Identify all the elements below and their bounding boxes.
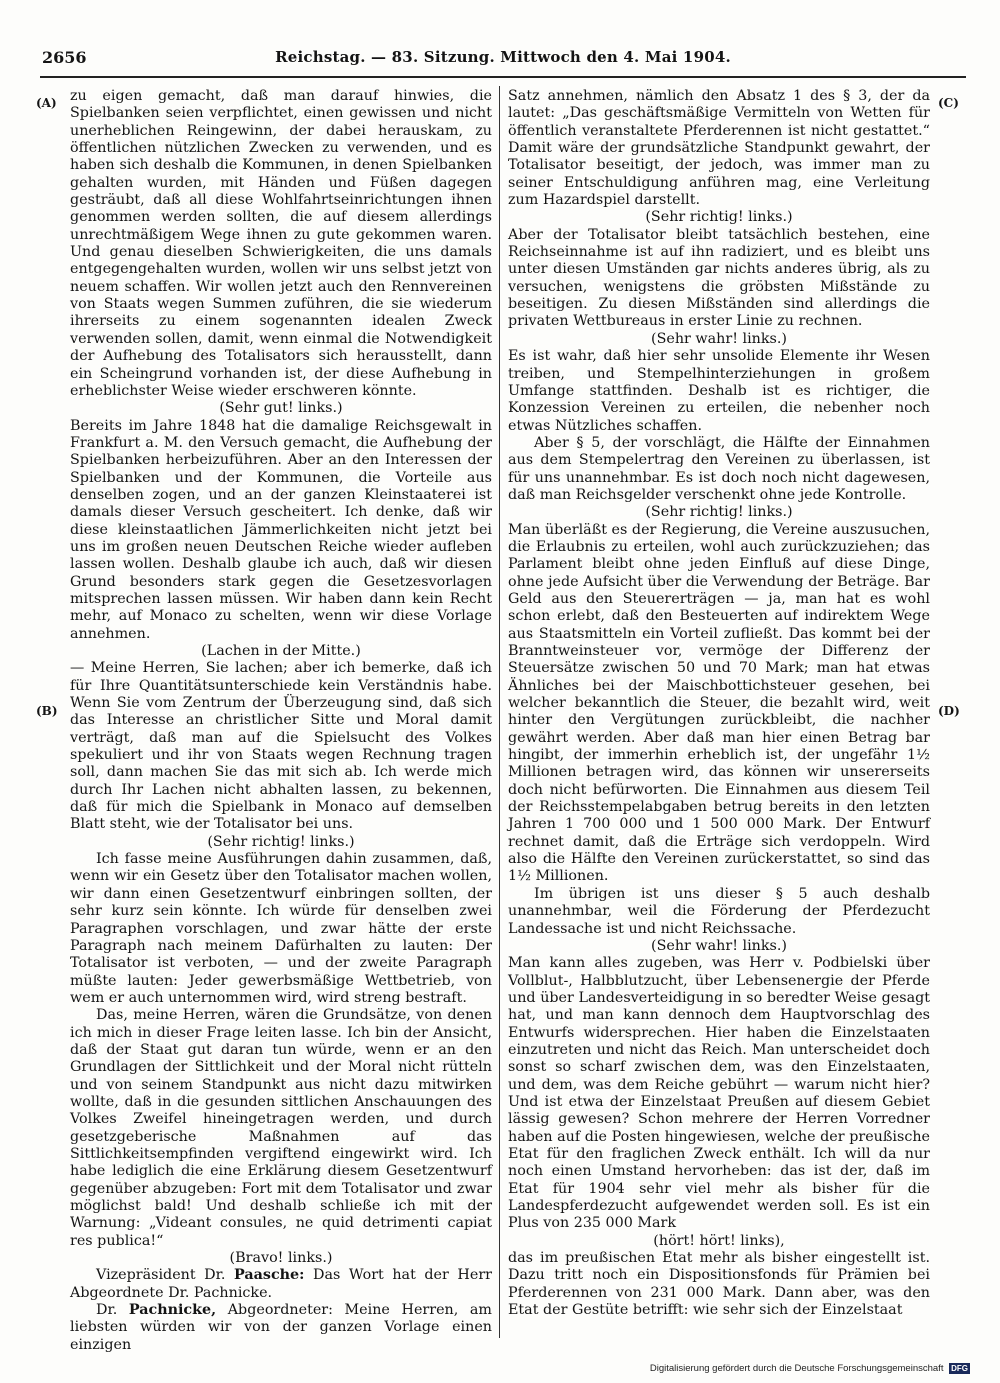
body-paragraph: Im übrigen ist uns dieser § 5 auch deshalb unannehmbar, weil die Förderung der Pferdezucht Landessache ist und nicht Reichssache.	[508, 885, 930, 937]
margin-mark-c: (C)	[938, 96, 959, 110]
body-paragraph: Satz annehmen, nämlich den Absatz 1 des § 3, der da lautet: „Das geschäftsmäßige Vermitteln von Wetten für öffentlich veranstaltete Pferderennen ist nicht gestattet.“ Damit wäre der grundsätzliche Standpunkt gewahrt, der Totalisator beseitigt, der jedoch, was immer man zu seiner Entschuldigung anführen mag, eine Verleitung zum Hazardspiel darstellt.	[508, 88, 930, 209]
dfg-logo: DFG	[951, 1364, 968, 1373]
interjection: (Sehr richtig! links.)	[207, 833, 355, 850]
body-paragraph: Man überläßt es der Regierung, die Vereine auszusuchen, die Erlaubnis zu erteilen, wohl auch zurückzuziehen; das Parlament bleibt ohne jeden Einfluß auf diese Dinge, ohne jede Aufsicht über die Verwendung der Beträge. Bar Geld aus den Steuererträgen — ja, man hat es wohl schon erlebt, daß den Besteuerten auf indirektem Wege aus Staatsmitteln ein Vorteil zufließt. Das kommt bei der Branntweinsteuer vor, vermöge der Differenz der Steuersätze zwischen 50 und 70 Mark; man hat etwas Ähnliches bei der Maischbottichsteuer gesehen, bei welcher bekanntlich die Steuer, die bezahlt wird, weit hinter den Vergütungen zurückbleibt, die nachher gewährt werden. Aber daß man hier einen Betrag bar hingibt, der immerhin erheblich ist, der ungefähr 1½ Millionen betragen wird, das können wir unsererseits doch nicht befürworten. Die Einnahmen aus diesem Teil der Reichsstempelabgaben betrug bereits in den letzten Jahren 1 700 000 und 1 500 000 Mark. Der Entwurf rechnet damit, daß die Erträge sich verdoppeln. Wird also die Hälfte den Vereinen zurückerstattet, so sind das 1½ Millionen.	[508, 521, 930, 885]
page-number: 2656	[42, 48, 87, 67]
speaker-paragraph	[70, 1267, 492, 1302]
speaker-text: Abgeordneter: Meine Herren, am liebsten würden wir von der ganzen Vorlage einen einzigen	[70, 1302, 492, 1353]
body-paragraph: Bereits im Jahre 1848 hat die damalige Reichsgewalt in Frankfurt a. M. den Versuch gemacht, die Aufhebung der Spielbanken herbeizuführen. Aber an den Interessen der Spielbanken und der Kommunen, die Vorteile aus denselben zogen, und an der ganzen Kleinstaaterei ist damals dieser Versuch gescheitert. Ich denke, daß wir diese kleinstaatlichen Jämmerlichkeiten nicht jetzt bei uns im großen neuen Deutschen Reiche wieder aufleben lassen wollen. Deshalb glaube ich auch, daß wir diesen Grund besonders stark gegen die Gesetzesvorlagen mitsprechen lassen müssen. Wir haben dann kein Recht mehr, auf Monaco zu schelten, wenn wir diese Vorlage annehmen.	[70, 417, 492, 642]
body-paragraph: Das, meine Herren, wären die Grundsätze, von denen ich mich in dieser Frage leiten lasse. Ich bin der Ansicht, daß der Staat gut daran tun würde, wenn er an den Grundlagen der Sittlichkeit und der Moral nicht rütteln und von seinem Standpunkt aus nicht dazu mitwirken wollte, daß in die gesunden sittlichen Anschauungen des Volkes Zweifel hineingetragen werden, und durch gesetzgeberische Maßnahmen auf das Sittlichkeitsempfinden vergiftend eingewirkt wird. Ich habe lediglich die eine Erklärung diesem Gesetzentwurf gegenüber abzugeben: Fort mit dem Totalisator und zwar möglichst bald! Und deshalb schließe ich mit der Warnung: „Videant consules, ne quid detrimenti capiat res publica!“	[70, 1007, 492, 1249]
right-text-column	[508, 88, 930, 1319]
body-paragraph: Aber § 5, der vorschlägt, die Hälfte der Einnahmen aus dem Stempelertrag den Vereinen zu überlassen, ist für uns unannehmbar. Es ist doch noch nicht dagewesen, daß man Reichsgelder verschenkt ohne jede Kontrolle.	[508, 434, 930, 503]
left-text-column	[70, 88, 492, 1354]
interjection: (Bravo! links.)	[229, 1250, 333, 1267]
speaker-title: Dr.	[96, 1302, 129, 1319]
interjection: (Lachen in der Mitte.)	[201, 643, 361, 659]
margin-mark-a: (A)	[36, 96, 57, 110]
running-title: Reichstag. — 83. Sitzung. Mittwoch den 4. Mai 1904.	[275, 48, 731, 66]
body-paragraph: Es ist wahr, daß hier sehr unsolide Elemente ihr Wesen treiben, und Stempelhinterziehungen in großem Umfange stattfinden. Deshalb ist es richtiger, die Konzession Vereinen zu erteilen, die nebenher noch etwas Nützliches schaffen.	[508, 348, 930, 434]
body-paragraph: zu eigen gemacht, daß man darauf hinwies, die Spielbanken seien verpflichtet, einen gewissen und nicht unerheblichen Reingewinn, der dabei herauskam, zu öffentlichen nützlichen Zwecken zu verwenden, und es haben sich deshalb die Kommunen, in denen Spielbanken gehalten wurden, mit Händen und Füßen dagegen gesträubt, daß all diese Wohlfahrtseinrichtungen ihnen genommen werden sollten, die auf diesem allerdings unrechtmäßigem Wege ihnen zu gute gekommen waren. Und genau dieselben Schwierigkeiten, die uns damals entgegengehalten wurden, wollen wir uns selbst jetzt von neuem schaffen. Wir wollen jetzt auch den Rennvereinen von Staats wegen Summen zuführen, die sie wiederum ihrerseits zu einem sogenannten idealen Zweck verwenden sollen, damit, wenn einmal die Notwendigkeit der Aufhebung des Totalisators sich herausstellt, dann ein Scheingrund vorhanden ist, der diese Aufhebung in erheblichster Weise wieder erschweren könnte.	[70, 88, 492, 399]
page-header	[40, 44, 966, 70]
body-paragraph: Aber der Totalisator bleibt tatsächlich bestehen, eine Reichseinnahme ist auf ihn radiziert, und es bleibt uns unter diesen Umständen gar nichts anderes übrig, als zu versuchen, wenigstens die gröbsten Mißstände zu beseitigen. Zu diesen Mißständen sind allerdings die privaten Wettbureaus in erster Linie zu rechnen.	[508, 226, 930, 330]
column-divider	[499, 86, 500, 1338]
interjection: (Sehr wahr! links.)	[651, 330, 787, 347]
margin-mark-d: (D)	[938, 704, 960, 718]
interjection: (Sehr wahr! links.)	[651, 937, 787, 954]
interjection: (Sehr richtig! links.)	[645, 209, 793, 226]
margin-mark-b: (B)	[36, 704, 58, 718]
body-paragraph: das im preußischen Etat mehr als bisher eingestellt ist. Dazu tritt noch ein Dispositionsfonds für Prämien bei Pferderennen von 231 000 Mark. Dann aber, was den Etat der Gestüte betrifft: wie sehr sich der Einzelstaat	[508, 1250, 930, 1319]
footer-credit	[650, 1363, 970, 1374]
body-paragraph: Ich fasse meine Ausführungen dahin zusammen, daß, wenn wir ein Gesetz über den Totalisator machen wollen, wir dann einen Gesetzentwurf einbringen sollten, der sehr kurz sein könnte. Ich würde für denselben zwei Paragraphen vorschlagen, und zwar hätte der erste Paragraph nach meinem Dafürhalten zu lauten: Der Totalisator ist verboten, — und der zweite Paragraph müßte lauten: Jeder gewerbsmäßige Wettbetrieb, von wem er auch unternommen wird, wird streng bestraft.	[70, 851, 492, 1006]
speaker-paragraph	[70, 1302, 492, 1354]
speaker-title: Vizepräsident Dr.	[96, 1267, 235, 1284]
speaker-name: Paasche:	[234, 1267, 305, 1284]
interjection: (Sehr richtig! links.)	[645, 504, 793, 521]
interjection: (hört! hört! links),	[653, 1232, 785, 1249]
speaker-text: Das Wort hat der Herr Abgeordnete Dr. Pachnicke.	[70, 1267, 492, 1301]
interjection: (Sehr gut! links.)	[219, 400, 343, 417]
speaker-name: Pachnicke,	[128, 1302, 217, 1319]
footer-credit-text: Digitalisierung gefördert durch die Deutsche Forschungsgemeinschaft	[649, 1363, 944, 1375]
header-rule	[40, 76, 966, 78]
body-paragraph: — Meine Herren, Sie lachen; aber ich bemerke, daß ich für Ihre Quantitätsunterschiede kein Verständnis habe. Wenn Sie vom Zentrum der Überzeugung sind, daß sich das Interesse an christlicher Sitte und Moral damit verträgt, daß man auf die Spielsucht des Volkes spekuliert und ihr von Staats wegen Rechnung tragen soll, dann machen Sie das mit sich ab. Ich werde mich durch Ihr Lachen nicht abhalten lassen, zu bekennen, daß für mich die Spielbank in Monaco auf demselben Blatt steht, wie der Totalisator bei uns.	[70, 660, 492, 833]
body-paragraph: Man kann alles zugeben, was Herr v. Podbielski über Vollblut-, Halbblutzucht, über Lebensenergie der Pferde und über Landesverteidigung in so beredter Weise gesagt hat, und man kann dennoch dem Hauptvorschlag des Entwurfs widersprechen. Hier haben die Einzelstaaten einzutreten und nicht das Reich. Man unterscheidet doch sonst so scharf zwischen dem, was den Einzelstaaten, und dem, was dem Reiche gebührt — warum nicht hier? Und ist etwa der Einzelstaat Preußen auf diesem Gebiet lässig gewesen? Schon mehrere der Herren Vorredner haben auf die Posten hingewiesen, welche der preußische Etat für den fraglichen Zweck enthält. Ich will da nur noch einen Umstand hervorheben: das ist der, daß im Etat für 1904 sehr viel mehr als bisher für die Landespferdezucht aufgewendet werden soll. Es ist ein Plus von 235 000 Mark	[508, 955, 930, 1232]
